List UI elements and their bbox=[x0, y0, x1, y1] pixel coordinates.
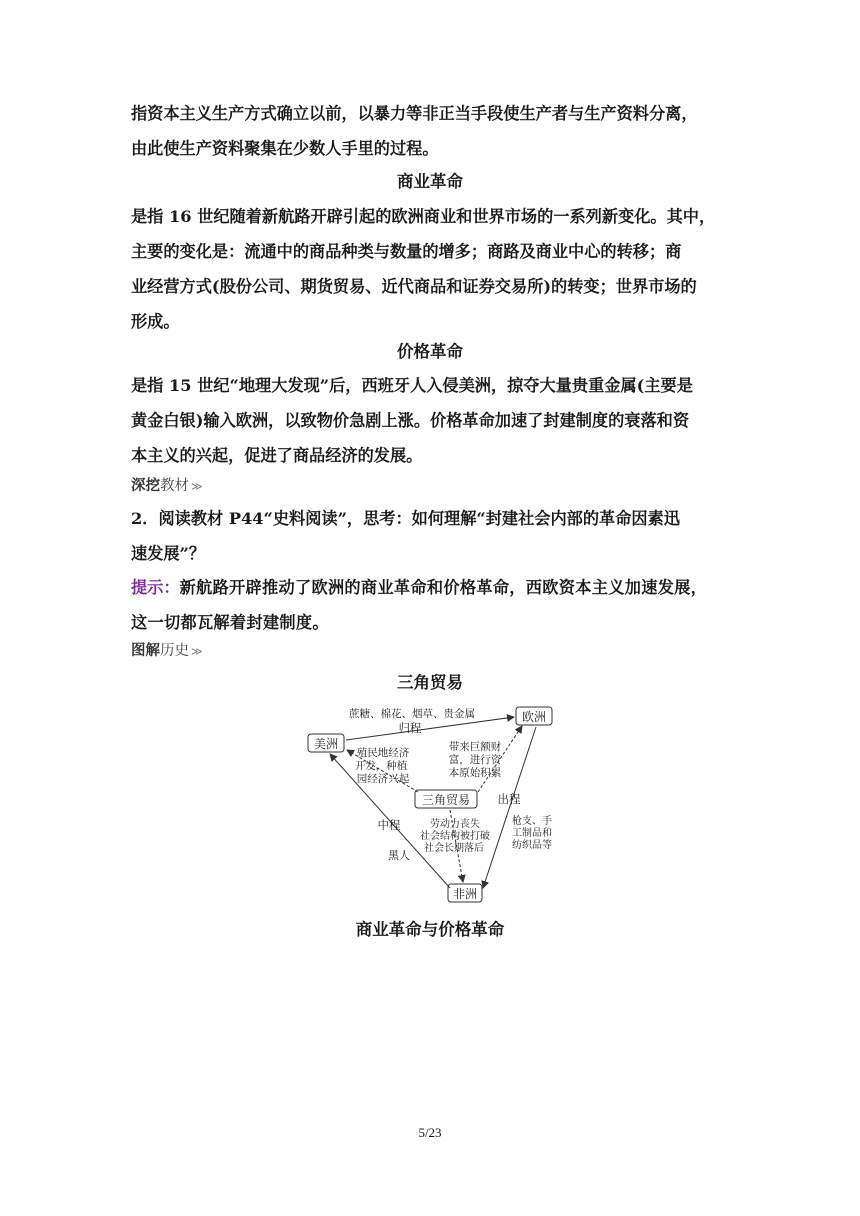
next-section-title: 商业革命与价格革命 bbox=[355, 920, 505, 939]
paragraph-line: 黄金白银)输入欧洲，以致物价急剧上涨。价格革命加速了封建制度的衰落和资 bbox=[131, 411, 690, 430]
intro-line: 指资本主义生产方式确立以前，以暴力等非正当手段使生产者与生产资料分离， bbox=[131, 104, 698, 123]
africa-effect-line: 劳动力丧失 bbox=[430, 819, 480, 830]
europe-effect-line: 富，进行资 bbox=[448, 754, 502, 766]
question-line: 2．阅读教材 P44“史料阅读”，思考：如何理解“封建社会内部的革命因素迅 bbox=[131, 509, 680, 528]
intro-paragraph bbox=[131, 96, 731, 166]
triangle-trade-center-label: 三角贸易 bbox=[421, 793, 471, 807]
question-line: 速发展”？ bbox=[131, 544, 206, 563]
outbound-goods-line: 枪支、手 bbox=[512, 816, 552, 827]
outbound-goods-line: 工制品和 bbox=[512, 828, 552, 839]
paragraph-line: 本主义的兴起，促进了商品经济的发展。 bbox=[131, 446, 423, 465]
paragraph-line: 主要的变化是：流通中的商品种类与数量的增多；商路及商业中心的转移；商 bbox=[131, 242, 682, 261]
double-chevron-icon: ≫ bbox=[191, 645, 203, 658]
page-number: 5/23 bbox=[418, 1125, 442, 1140]
europe-node-label: 欧洲 bbox=[521, 710, 547, 724]
return-trip-goods: 蔗糖、棉花、烟草、贵金属 bbox=[349, 708, 475, 720]
commercial-revolution-paragraph bbox=[131, 199, 731, 339]
africa-effect-line: 社会结构被打破 bbox=[420, 831, 490, 842]
deep-dig-strong: 深挖 bbox=[131, 478, 160, 494]
paragraph-line: 形成。 bbox=[131, 312, 180, 331]
price-revolution-paragraph bbox=[131, 368, 731, 473]
illustrated-strong: 图解 bbox=[131, 643, 160, 659]
america-effect-line: 园经济兴起 bbox=[356, 773, 410, 785]
triangle-trade-diagram bbox=[300, 700, 560, 910]
europe-effect-line: 带来巨额财 bbox=[448, 741, 502, 753]
middle-passage-cargo: 黑人 bbox=[388, 849, 410, 862]
price-revolution-title: 价格革命 bbox=[397, 342, 463, 361]
illustrated-light: 历史 bbox=[160, 643, 189, 659]
hint-label: 提示： bbox=[131, 578, 180, 597]
double-chevron-icon: ≫ bbox=[191, 480, 203, 493]
return-trip-label: 归程 bbox=[398, 721, 422, 735]
illustrated-history-tag bbox=[131, 640, 203, 663]
paragraph-line: 是指 16 世纪随着新航路开辟引起的欧洲商业和世界市场的一系列新变化。其中， bbox=[131, 207, 716, 226]
question-paragraph bbox=[131, 501, 731, 571]
hint-paragraph bbox=[131, 570, 731, 640]
america-effect-line: 殖民地经济 bbox=[356, 747, 410, 759]
deep-dig-light: 教材 bbox=[160, 478, 189, 494]
europe-effect-line: 本原始积累 bbox=[448, 767, 502, 779]
triangle-trade-title: 三角贸易 bbox=[397, 673, 463, 692]
america-effect-line: 开发，种植 bbox=[354, 760, 408, 772]
commercial-revolution-title: 商业革命 bbox=[397, 172, 463, 191]
deep-dig-tag bbox=[131, 475, 203, 498]
return-trip-arrow bbox=[346, 717, 514, 740]
outbound-label: 出程 bbox=[497, 792, 521, 806]
middle-passage-label: 中程 bbox=[377, 818, 401, 832]
hint-line: 新航路开辟推动了欧洲的商业革命和价格革命，西欧资本主义加速发展， bbox=[179, 578, 708, 597]
africa-effect-line: 社会长期落后 bbox=[424, 843, 484, 854]
intro-line: 由此使生产资料聚集在少数人手里的过程。 bbox=[131, 139, 439, 158]
paragraph-line: 是指 15 世纪“地理大发现”后，西班牙人入侵美洲，掠夺大量贵重金属(主要是 bbox=[131, 376, 693, 395]
africa-node-label: 非洲 bbox=[452, 887, 478, 901]
paragraph-line: 业经营方式(股份公司、期货贸易、近代商品和证券交易所)的转变；世界市场的 bbox=[131, 277, 697, 296]
america-node-label: 美洲 bbox=[313, 737, 339, 751]
outbound-goods-line: 纺织品等 bbox=[512, 840, 552, 851]
hint-line: 这一切都瓦解着封建制度。 bbox=[131, 613, 329, 632]
